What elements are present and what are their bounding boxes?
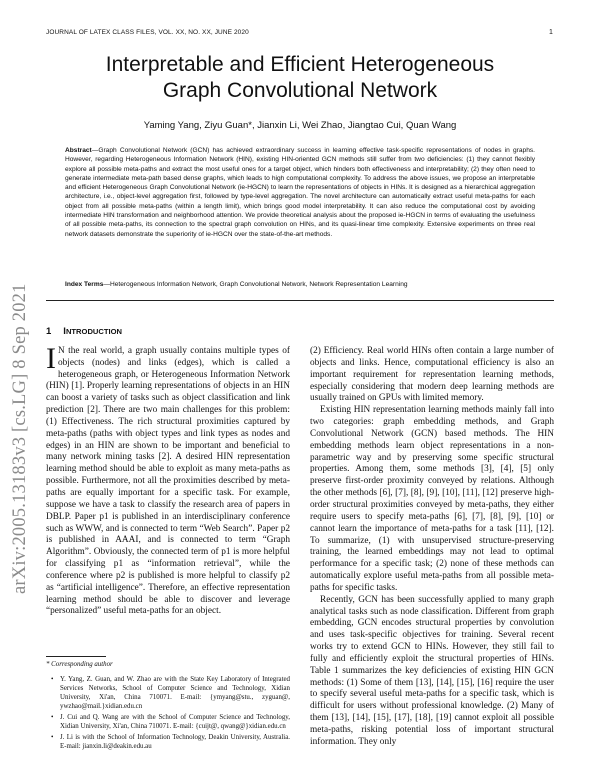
corresponding-author-note: * Corresponding author: [46, 661, 113, 668]
header-rule: [46, 300, 554, 301]
right-column: [310, 346, 554, 749]
dropcap-letter: I: [46, 341, 56, 375]
section-number: 1: [46, 326, 52, 337]
footnote-bullet-3: •: [51, 734, 54, 741]
index-terms: [65, 280, 535, 289]
footnote-bullet-2: •: [51, 714, 54, 721]
left-column: [46, 326, 290, 618]
abstract-text: —Graph Convolutional Network (GCN) has achieved extraordinary success in learning effective task-specific representations of nodes in graphs. However, regarding Heterogeneous Information Network (HIN), existing HIN-oriented GCN methods still suffer from two deficiencies: (1) they cannot flexibly explore all possible meta-paths and extract the most useful ones for a target object, which hinders both effectiveness and interpretability; (2) they often need to generate intermediate meta-path based dense graphs, which leads to high computational complexity. To address the above issues, we propose an interpretable and efficient Heterogeneous Graph Convolutional Network (ie-HGCN) to learn the representations of objects in HINs. It is designed as a hierarchical aggregation architecture, i.e., object-level aggregation first, followed by type-level aggregation. The novel architecture can automatically extract useful meta-paths for each object from all possible meta-paths (within a length limit), which brings good model interpretability. It can also reduce the computational cost by avoiding intermediate HIN transformation and neighborhood attention. We provide theoretical analysis about the proposed ie-HGCN in terms of evaluating the usefulness of all possible meta-paths, its connection to the spectral graph convolution on HINs, and its quasi-linear time complexity. Extensive experiments on three real network datasets demonstrate the superiority of ie-HGCN over the state-of-the-art methods.: [65, 147, 535, 238]
intro-paragraph-1-text: N the real world, a graph usually contains multiple types of objects (nodes) and links (edges), which is called a heterogeneous graph, or Heterogeneous Information Network (HIN) [1]. Properly learning representations of objects in an HIN can boost a variety of tasks such as object classification and link prediction [2]. There are two main challenges for this problem: (1) Effectiveness. The rich structural proximities captured by meta-paths (paths with object types and link types as nodes and edges) in an HIN are shown to be important and beneficial to many network mining tasks [2]. A desired HIN representation learning method should be able to exploit as many meta-paths as possible. Furthermore, not all the proximities described by meta-paths are equally important for a specific task. For example, suppose we have a task to classify the research area of papers in DBLP. Paper p1 is published in an interdisciplinary conference such as WWW, and is connected to term “Web Search”. Paper p2 is published in AAAI, and is connected to term “Graph Algorithm”. Obviously, the connected term of p1 is more helpful for classifying p1 as “information retrieval”, while the conference where p2 is published is more helpful to classify p2 as “artificial intelligence”. Therefore, an effective representation learning method should be able to discover and leverage “personalized” useful meta-paths for an object.: [46, 345, 290, 617]
title-line-1: Interpretable and Efficient Heterogeneous: [105, 53, 495, 76]
affiliation-footnote-2-text: J. Cui and Q. Wang are with the School of Computer Science and Technology, Xidian University, Xi'an, China 710071. E-mail: {cuijt@, qwang@}xidian.edu.cn: [60, 714, 290, 730]
running-header: JOURNAL OF LATEX CLASS FILES, VOL. XX, NO. XX, JUNE 2020: [46, 29, 249, 36]
affiliation-footnote-3: [46, 733, 290, 751]
affiliation-footnote-1: [46, 675, 290, 711]
intro-paragraph-1: [46, 341, 290, 618]
page-number: 1: [549, 29, 553, 36]
paper-title: [46, 52, 554, 104]
intro-paragraph-2: (2) Efficiency. Real world HINs often contain a large number of objects and links. Hence, computational efficiency is also an important requirement for representation learning methods, especially considering that modern deep learning methods are usually trained on GPUs with limited memory.: [310, 346, 554, 404]
intro-paragraph-4: Recently, GCN has been successfully applied to many graph analytical tasks such as node classification. Different from graph embedding, GCN encodes structural properties by convolution and uses task-specific objectives for training. Several recent works try to extend GCN to HINs. However, they still fail to fully and efficiently exploit the structural properties of HINs. Table 1 summarizes the key deficiencies of existing HIN GCN methods: (1) Some of them [13], [14], [15], [16] require the user to specify several useful meta-paths for a specific task, which is difficult for users without professional knowledge. (2) Many of them [13], [14], [15], [17], [18], [19] cannot exploit all possible meta-paths, risking potential loss of important structural information. They only: [310, 594, 554, 747]
abstract: [65, 146, 535, 239]
affiliation-footnote-2: [46, 713, 290, 731]
footnote-bullet-1: •: [51, 676, 54, 683]
intro-paragraph-3: Existing HIN representation learning methods mainly fall into two categories: graph embedding methods, and Graph Convolutional Network (GCN) based methods. The HIN embedding methods learn object representations in a non-parametric way and by preserving some specific structural properties. Among them, some methods [3], [4], [5] only preserve first-order proximity conveyed by relations. Although the other methods [6], [7], [8], [9], [10], [11], [12] preserve high-order structural proximities conveyed by meta-paths, they either require users to specify meta-paths [6], [7], [8], [9], [10] or cannot learn the importance of meta-paths for a task [11], [12]. To summarize, (1) with unsupervised structure-preserving training, the learned embeddings may not lead to optimal performance for a specific task; (2) none of these methods can automatically explore useful meta-paths from all possible meta-paths for specific tasks.: [310, 405, 554, 593]
index-terms-label: Index Terms: [65, 281, 104, 288]
affiliation-footnote-3-text: J. Li is with the School of Information Technology, Deakin University, Australia. E-mail: jianxin.li@deakin.edu.au: [60, 734, 290, 750]
title-line-2: Graph Convolutional Network: [162, 79, 438, 102]
footnotes: [46, 660, 290, 753]
section-title-rest: NTRODUCTION: [65, 327, 123, 336]
arxiv-stamp[interactable]: arXiv:2005.13183v3 [cs.LG] 8 Sep 2021: [10, 283, 30, 594]
affiliation-footnote-1-text: Y. Yang, Z. Guan, and W. Zhao are with the State Key Laboratory of Integrated Services Networks, School of Computer Science and Technology, Xidian University, Xi'an, China 710071. E-mail: {ymyang@stu., zyguan@, ywzhao@mail.}xidian.edu.cn: [60, 676, 290, 710]
section-heading: [46, 326, 290, 338]
author-list: Yaming Yang, Ziyu Guan*, Jianxin Li, Wei Zhao, Jiangtao Cui, Quan Wang: [143, 120, 457, 131]
index-terms-text: —Heterogeneous Information Network, Graph Convolutional Network, Network Representation Learning: [103, 281, 408, 288]
section-title-initial: I: [63, 326, 66, 337]
abstract-label: Abstract: [65, 147, 92, 154]
footnote-rule: [46, 656, 106, 657]
